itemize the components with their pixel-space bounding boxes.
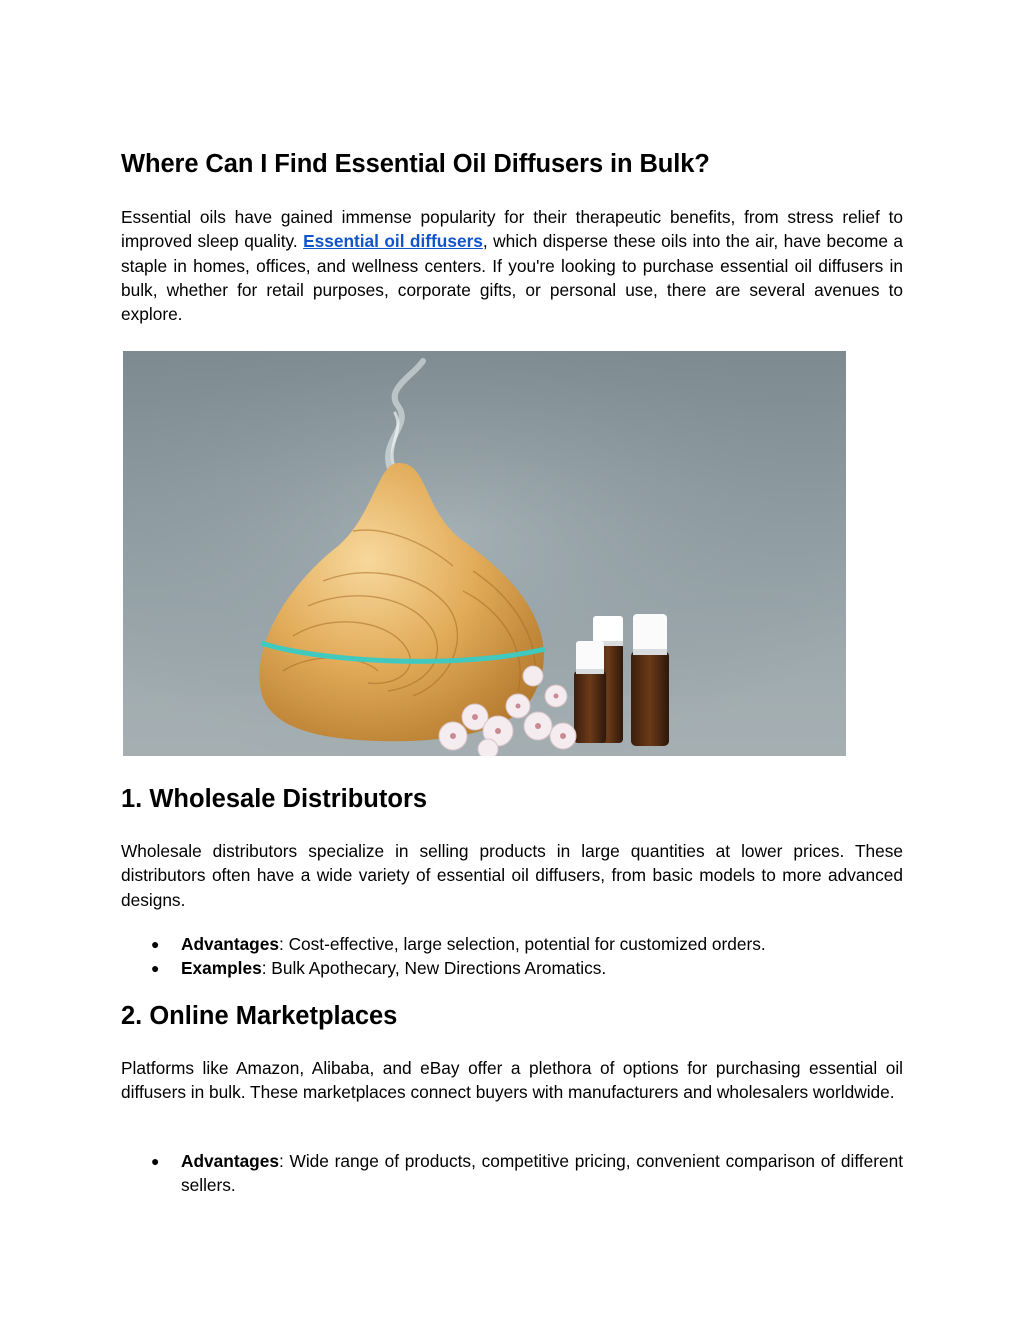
section-heading-marketplaces: 2. Online Marketplaces xyxy=(121,1002,398,1030)
essential-oil-diffusers-link[interactable]: Essential oil diffusers xyxy=(303,231,483,252)
wholesale-bullet-list xyxy=(121,932,903,981)
section-heading-wholesale: 1. Wholesale Distributors xyxy=(121,785,428,813)
marketplaces-paragraph: Platforms like Amazon, Alibaba, and eBay offer a plethora of options for purchasing essential oil diffusers in bulk. These marketplaces connect buyers with manufacturers and wholesalers worldwide. xyxy=(121,1058,903,1103)
marketplaces-bullet-list xyxy=(121,1149,903,1198)
wholesale-paragraph: Wholesale distributors specialize in selling products in large quantities at lower prices. These distributors often have a wide variety of essential oil diffusers, from basic models to more advanced designs. xyxy=(121,841,903,910)
bullet-text: : Wide range of products, competitive pricing, convenient comparison of different sellers. xyxy=(181,1151,903,1196)
list-item xyxy=(121,956,903,980)
bullet-label: Advantages xyxy=(181,934,279,954)
bullet-icon: ● xyxy=(151,960,160,977)
bullet-label: Examples xyxy=(181,958,262,979)
list-item xyxy=(121,1149,903,1198)
list-item xyxy=(121,932,903,956)
intro-paragraph xyxy=(121,205,903,326)
bullet-icon: ● xyxy=(151,936,160,952)
bullet-label: Advantages xyxy=(181,1151,279,1171)
bullet-icon: ● xyxy=(151,1153,160,1169)
page-title: Where Can I Find Essential Oil Diffusers in Bulk? xyxy=(121,150,710,178)
intro-text-before: Essential oils have gained immense popularity for their therapeutic benefits, from stress relief to improved sleep quality. xyxy=(121,207,903,252)
bullet-text: : Cost-effective, large selection, potential for customized orders. xyxy=(278,934,766,954)
bullet-text: : Bulk Apothecary, New Directions Aromatics. xyxy=(261,958,607,979)
intro-text-after: , which disperse these oils into the air, have become a staple in homes, offices, and wellness centers. If you're looking to purchase essential oil diffusers in bulk, whether for retail purposes, corporate gifts, or personal use, there are several avenues to explore. xyxy=(121,231,903,325)
diffuser-illustration xyxy=(123,351,846,756)
diffuser-photo xyxy=(123,351,846,756)
